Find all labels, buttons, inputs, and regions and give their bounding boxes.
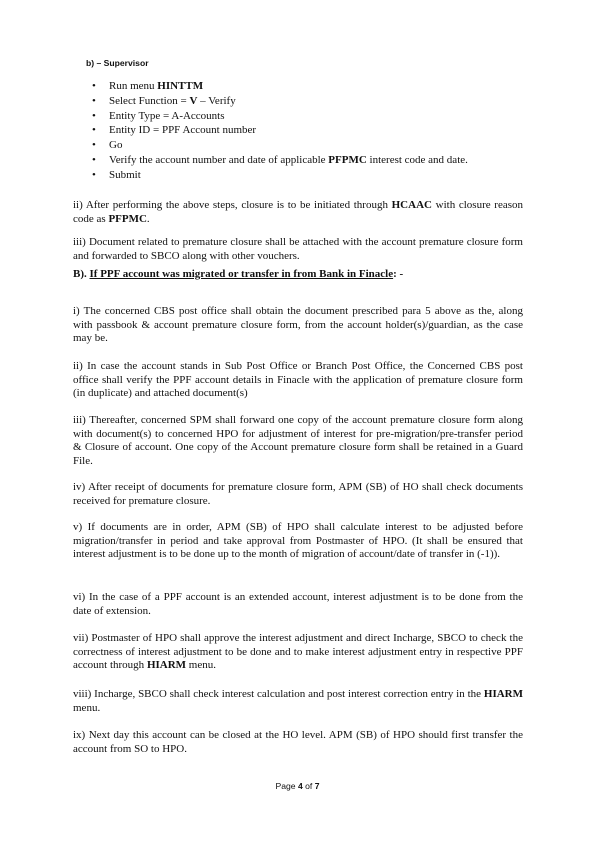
page-number-footer: [0, 781, 595, 791]
section-b-heading: [73, 268, 403, 280]
footer-text: of: [302, 781, 315, 791]
bullet-icon: •: [92, 168, 96, 181]
paragraph-b-iv: iv) After receipt of documents for premature closure form, APM (SB) of HO shall check documents received for premature closure.: [73, 481, 523, 507]
paragraph-b-ix: ix) Next day this account can be closed at the HO level. APM (SB) of HPO should first transfer the account from SO to HPO.: [73, 729, 523, 755]
reason-code: PFPMC: [108, 212, 147, 225]
para-text: viii) Incharge, SBCO shall check interest calculation and post interest correction entry in the: [73, 688, 484, 700]
step-text: Run menu: [109, 80, 158, 92]
bullet-icon: •: [92, 139, 96, 152]
bullet-icon: •: [92, 109, 96, 122]
heading-underlined: If PPF account was migrated or transfer in from Bank in Finacle: [89, 268, 394, 280]
paragraph-b-ii: ii) In case the account stands in Sub Post Office or Branch Post Office, the Concerned CBS post office shall verify the PPF account details in Finacle with the application of premature closure form (in duplicate) and attached document(s): [73, 360, 523, 400]
bullet-icon: •: [92, 94, 96, 107]
step-text: Select Function =: [109, 94, 190, 107]
paragraph-iii-documents: iii) Document related to premature closure shall be attached with the account premature closure form and forwarded to SBCO along with other vouchers.: [73, 236, 523, 262]
para-text: .: [146, 212, 150, 225]
step-interest-code: PFPMC: [328, 153, 367, 166]
step-text: Verify the account number and date of applicable: [109, 153, 329, 166]
paragraph-b-iii: iii) Thereafter, concerned SPM shall forward one copy of the account premature closure form along with document(s) to concerned HPO for adjustment of interest for pre-migration/pre-transfer period & Closure of account. One copy of the Account premature closure form shall be retained in a Guard File.: [73, 414, 523, 467]
step-text-suffix: – Verify: [197, 94, 236, 107]
menu-code: HIARM: [483, 688, 523, 700]
bullet-icon: •: [92, 153, 96, 166]
bullet-icon: •: [92, 124, 96, 137]
heading-suffix: : -: [393, 268, 404, 280]
list-item: [92, 168, 468, 183]
paragraph-ii-closure: [73, 199, 523, 226]
menu-code: HIARM: [146, 659, 187, 672]
list-item: [92, 153, 468, 168]
paragraph-b-viii: [73, 688, 523, 715]
list-item: [92, 79, 468, 94]
section-heading: b) – Supervisor: [86, 58, 149, 68]
footer-text: Page: [275, 781, 298, 791]
paragraph-b-i: i) The concerned CBS post office shall obtain the document prescribed para 5 above as the, along with passbook & account premature closure form, from the account holder(s)/guardian, as the case may be.: [73, 305, 523, 345]
paragraph-b-vi: vi) In the case of a PPF account is an extended account, interest adjustment is to be done from the date of extension.: [73, 591, 523, 617]
list-item: [92, 109, 468, 124]
paragraph-b-vii: [73, 632, 523, 673]
step-text-suffix: interest code and date.: [366, 153, 468, 166]
heading-prefix: B).: [73, 268, 90, 280]
list-item: [92, 123, 468, 138]
step-function-code: V: [189, 94, 198, 107]
para-text: with closure reason code as: [73, 199, 523, 225]
para-text: menu.: [73, 701, 101, 714]
step-text: Submit: [109, 168, 141, 181]
list-item: [92, 94, 468, 109]
current-page-number: 4: [297, 781, 303, 791]
menu-code: HCAAC: [391, 199, 432, 211]
para-text: vii) Postmaster of HPO shall approve the interest adjustment and direct Incharge, SBCO to check the correctness of interest adjustment to be done and to make interest adjustment entry in respective PPF account through: [73, 632, 523, 672]
step-text: Entity Type = A-Accounts: [109, 109, 225, 122]
paragraph-b-v: v) If documents are in order, APM (SB) of HPO shall calculate interest to be adjusted before migration/transfer in period and take approval from Postmaster of HPO. (It shall be ensured that interest adjustment is to be done up to the month of migration of account/date of transfer in (-1)).: [73, 521, 523, 561]
total-page-number: 7: [314, 781, 320, 791]
supervisor-steps-list: [92, 79, 468, 183]
step-menu-code: HINTTM: [157, 80, 204, 92]
para-text: menu.: [186, 659, 216, 672]
list-item: [92, 138, 468, 153]
para-text: ii) After performing the above steps, closure is to be initiated through: [73, 199, 392, 211]
step-text: Go: [109, 139, 123, 152]
step-text: Entity ID = PPF Account number: [109, 124, 257, 137]
bullet-icon: •: [92, 80, 96, 92]
